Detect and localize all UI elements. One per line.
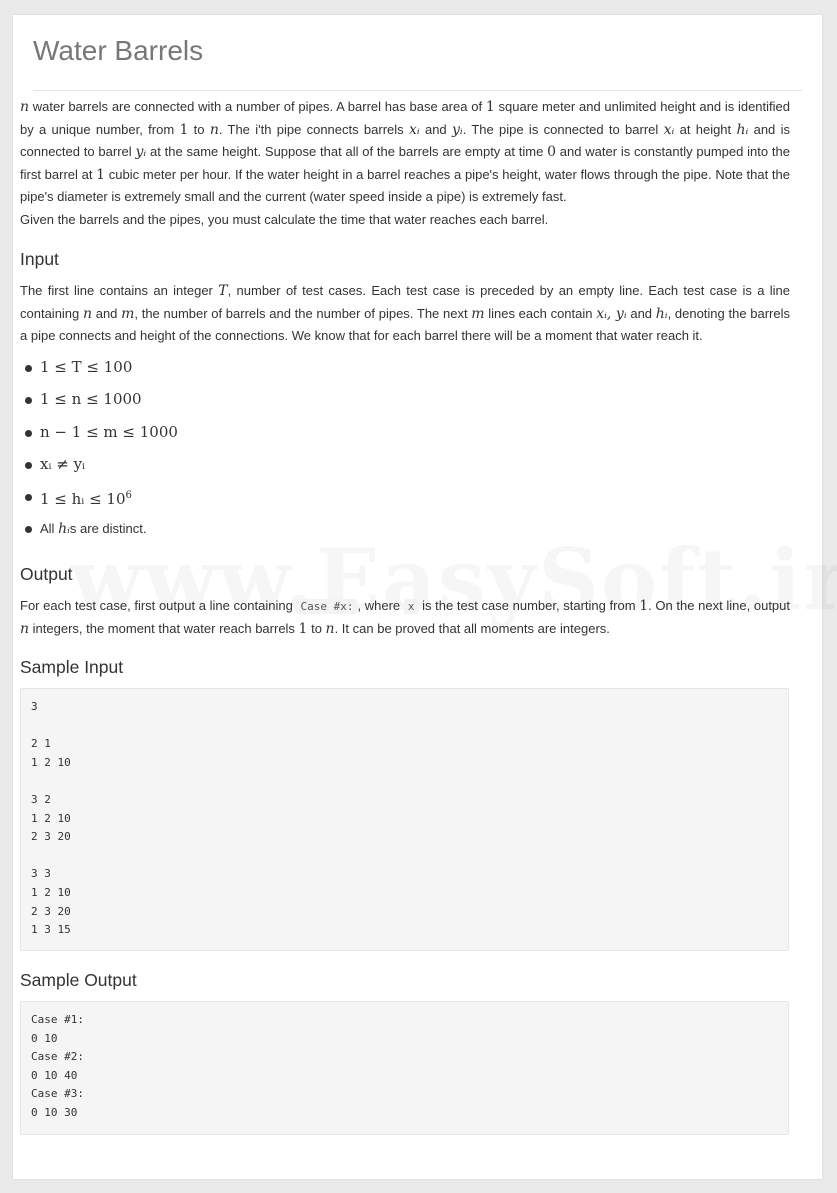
statement-text: water barrels are connected with a number of pipes. A barrel has base area of — [29, 99, 486, 114]
list-item — [20, 387, 178, 419]
input-text: The first line contains an integer — [20, 283, 219, 298]
math-num: 1 — [179, 121, 189, 138]
inline-code: Case #x: — [296, 599, 357, 614]
statement-text: cubic meter per hour. If the water height in a barrel reaches a pipe's height, water flows through the pipe. Note that the pipe's diameter is extremely small and the current (water speed inside a pipe) is extremely fast. — [20, 166, 790, 204]
math-var: xᵢ, yᵢ — [596, 305, 627, 322]
output-description — [20, 595, 790, 640]
statement-text: and — [419, 121, 452, 137]
math-var: T — [218, 283, 228, 299]
output-text: integers, the moment that water reach barrels — [29, 620, 299, 636]
statement-text: at the same height. Suppose that all of the barrels are empty at time — [146, 144, 548, 159]
constraint-text: n − 1 ≤ m ≤ 1000 — [40, 422, 178, 441]
input-heading: Input — [20, 249, 59, 269]
math-var: xᵢ — [408, 121, 420, 138]
math-var: n — [82, 305, 93, 322]
statement-text: . The i'th pipe connects barrels — [218, 121, 409, 137]
input-text: , number of test cases. Each test case is preceded by an empty line. Each test case is a line containing — [20, 283, 790, 321]
math-num: 1 — [96, 166, 106, 183]
statement-paragraph-2: Given the barrels and the pipes, you must calculate the time that water reaches each barrel. — [20, 212, 549, 227]
math-num: 0 — [547, 144, 557, 160]
list-item — [20, 355, 178, 387]
math-var: hᵢ — [58, 521, 70, 538]
math-num: 1 — [639, 598, 649, 614]
sample-output-heading: Sample Output — [20, 970, 137, 990]
math-num: 1 — [485, 99, 495, 115]
constraint-text: 1 ≤ hᵢ ≤ 10 — [40, 490, 126, 509]
problem-statement — [20, 96, 790, 208]
math-var: n — [209, 121, 219, 138]
constraint-text: 1 ≤ T ≤ 100 — [40, 358, 133, 376]
math-var: n — [20, 99, 30, 115]
inline-code: x — [404, 599, 419, 614]
output-text: . It can be proved that all moments are integers. — [334, 620, 610, 636]
math-var: m — [121, 305, 135, 322]
output-text: to — [307, 620, 326, 636]
statement-text: and water is constantly pumped into the first barrel at — [20, 144, 790, 182]
math-var: yᵢ — [135, 144, 147, 160]
math-var: yᵢ — [451, 121, 463, 138]
statement-text: and is connected to barrel — [20, 121, 790, 159]
math-var: xᵢ — [663, 121, 675, 138]
output-text: , where — [357, 598, 404, 613]
output-heading: Output — [20, 564, 73, 584]
statement-text: to — [188, 121, 210, 137]
statement-text: square meter and unlimited height and is identified by a unique number, from — [20, 99, 790, 137]
exponent: 6 — [125, 490, 132, 502]
constraint-text: All — [40, 521, 59, 537]
list-item — [20, 420, 178, 452]
math-var: n — [325, 620, 335, 637]
output-text: . On the next line, output — [648, 598, 791, 613]
input-description — [20, 280, 790, 347]
math-var: n — [20, 620, 30, 637]
sample-input-heading: Sample Input — [20, 657, 124, 677]
page-title: Water Barrels — [33, 15, 802, 91]
list-item — [20, 452, 178, 484]
list-item — [20, 516, 178, 548]
list-item — [20, 484, 178, 516]
input-text: and — [92, 305, 122, 321]
math-var: m — [471, 305, 485, 322]
input-text: , denoting the barrels a pipe connects and height of the connections. We know that for each barrel there will be a moment that water reach it. — [20, 305, 790, 343]
statement-text: at height — [674, 121, 737, 137]
input-text: and — [626, 305, 656, 321]
output-text: is the test case number, starting from — [418, 598, 640, 613]
input-text: lines each contain — [484, 305, 597, 321]
constraint-text: 1 ≤ n ≤ 1000 — [40, 390, 142, 409]
sample-output-block[interactable]: Case #1: 0 10 Case #2: 0 10 40 Case #3: 0 10 30 — [20, 1001, 789, 1135]
statement-text: . The pipe is connected to barrel — [462, 121, 664, 137]
math-var: hᵢ — [655, 305, 668, 322]
math-num: 1 — [298, 620, 308, 637]
sample-input-block[interactable]: 3 2 1 1 2 10 3 2 1 2 10 2 3 20 3 3 1 2 10 2 3 20 1 3 15 — [20, 688, 789, 951]
output-text: For each test case, first output a line containing — [20, 598, 297, 613]
constraint-text: s are distinct. — [69, 521, 147, 537]
math-var: hᵢ — [736, 121, 749, 138]
constraint-text: xᵢ ≠ yᵢ — [40, 454, 86, 473]
input-text: , the number of barrels and the number of pipes. The next — [134, 305, 472, 321]
constraints-list — [20, 355, 178, 549]
